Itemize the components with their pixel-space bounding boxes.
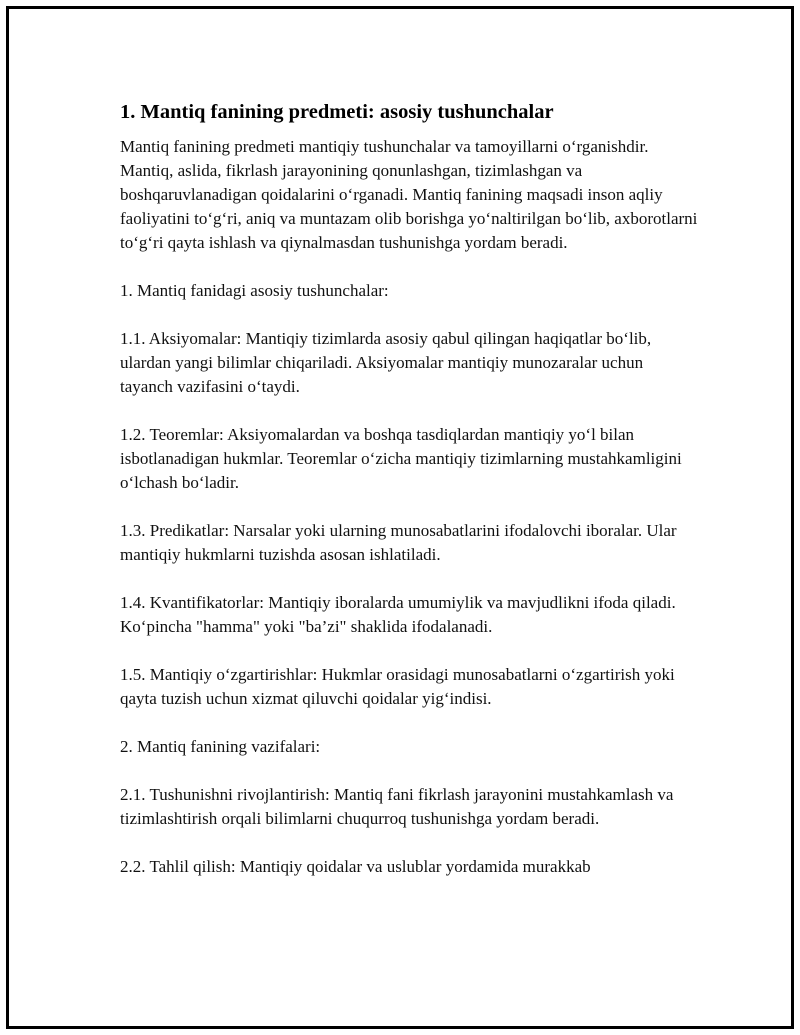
section-heading-tasks: 2. Mantiq fanining vazifalari: [120,737,321,756]
concept-quantifiers: 1.4. Kvantifikatorlar: Mantiqiy iboralarda umumiylik va mavjudlikni ifoda qiladi. Ko‘pincha "hamma" yoki "ba’zi" shaklida ifodalanadi. [120,593,676,636]
concept-transformations: 1.5. Mantiqiy o‘zgartirishlar: Hukmlar orasidagi munosabatlarni o‘zgartirish yoki qayta tuzish uchun xizmat qiluvchi qoidalar yig‘indisi. [120,665,675,708]
task-analysis: 2.2. Tahlil qilish: Mantiqiy qoidalar va uslublar yordamida murakkab [120,857,591,876]
section-heading-concepts: 1. Mantiq fanidagi asosiy tushunchalar: [120,281,389,300]
concept-predicates: 1.3. Predikatlar: Narsalar yoki ularning munosabatlarini ifodalovchi iboralar. Ular mantiqiy hukmlarni tuzishda asosan ishlatiladi. [120,521,677,564]
task-understanding: 2.1. Tushunishni rivojlantirish: Mantiq fani fikrlash jarayonini mustahkamlash va tizimlashtirish orqali bilimlarni chuqurroq tushunishga yordam beradi. [120,785,674,828]
document-title: 1. Mantiq fanining predmeti: asosiy tushunchalar [120,101,554,123]
concept-theorems: 1.2. Teoremlar: Aksiyomalardan va boshqa tasdiqlardan mantiqiy yo‘l bilan isbotlanadigan hukmlar. Teoremlar o‘zicha mantiqiy tizimlarning mustahkamligini o‘lchash bo‘ladir. [120,425,682,492]
concept-axioms: 1.1. Aksiyomalar: Mantiqiy tizimlarda asosiy qabul qilingan haqiqatlar bo‘lib, ulardan yangi bilimlar chiqariladi. Aksiyomalar mantiqiy munozaralar uchun tayanch vazifasini o‘taydi. [120,329,652,396]
document-body [120,99,700,903]
intro-paragraph: Mantiq fanining predmeti mantiqiy tushunchalar va tamoyillarni o‘rganishdir. Mantiq, aslida, fikrlash jarayonining qonunlashgan, tizimlashgan va boshqaruvlanadigan qoidalarini o‘rganadi. Mantiq fanining maqsadi inson aqliy faoliyatini to‘g‘ri, aniq va muntazam olib borishga yo‘naltirilgan bo‘lib, axborotlarni to‘g‘ri qayta ishlash va qiynalmasdan tushunishga yordam beradi. [120,137,698,252]
page-border [6,6,794,1029]
